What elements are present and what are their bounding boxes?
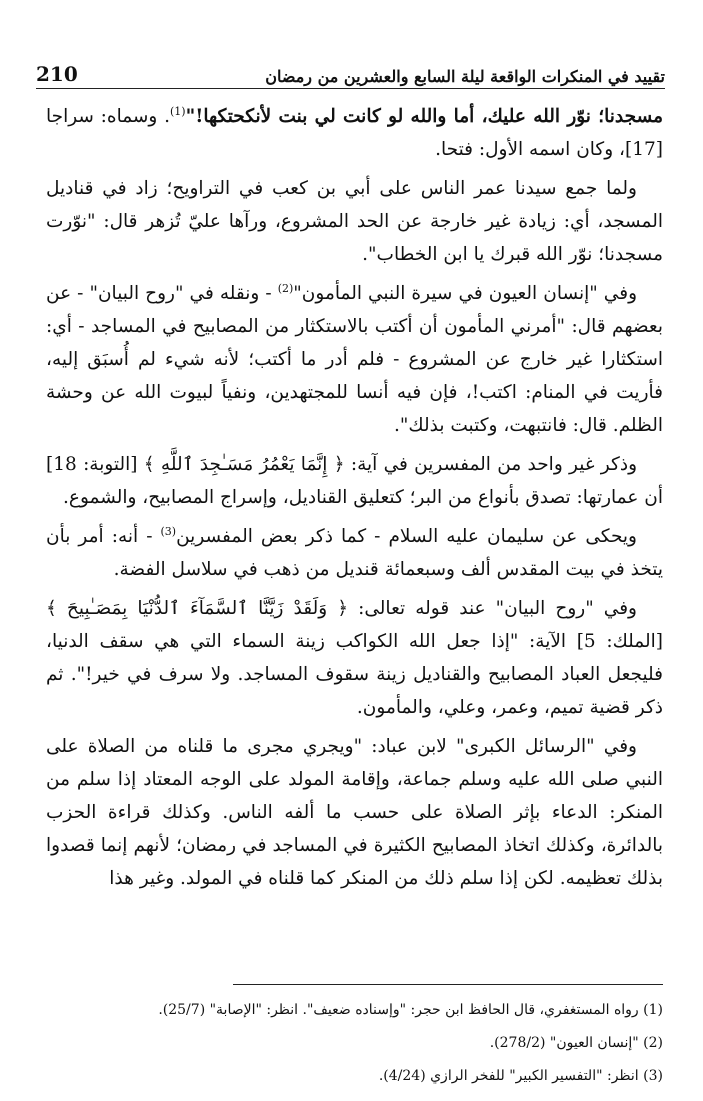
footnote-ref-2: (2) [277,281,294,295]
footnote-ref-3: (3) [160,524,177,538]
paragraph-5 [46,520,663,586]
paragraph-5-b: - أنه: أمر بأن يتخذ في بيت المقدس ألف وسبعمائة قنديل من ذهب في سلاسل الفضة. [46,526,663,580]
paragraph-3 [46,277,663,442]
paragraph-6-a: وفي "روح البيان" عند قوله تعالى: [348,598,637,619]
paragraph-4 [46,448,663,514]
paragraph-7: وفي "الرسائل الكبرى" لابن عباد: "ويجري مجرى ما قلناه من الصلاة على النبي صلى الله عليه وسلم جماعة، وإقامة المولد على الوجه المعتاد إذا سلم من المنكر: الدعاء بإثر الصلاة على حسب ما ألفه الناس. وكذلك قراءة الحزب بالدائرة، وكذلك اتخاذ المصابيح الكثيرة في المساجد في رمضان؛ لأنهم إنما قصدوا بذلك تعظيمه. لكن إذا سلم ذلك من المنكر كما قلناه في المولد. وغير هذا [46,736,663,889]
main-text [46,100,663,901]
paragraph-4-a: وذكر غير واحد من المفسرين في آية: [344,454,637,475]
paragraph-3-a: وفي "إنسان العيون في سيرة النبي المأمون" [293,283,638,304]
footnote-2: (2) "إنسان العيون" (278/2). [489,1035,663,1051]
paragraph-1 [46,100,663,166]
quran-verse-1: ﴿ إِنَّمَا يَعْمُرُ مَسَـٰجِدَ ٱللَّهِ ﴾ [143,454,345,475]
paragraph-5-a: ويحكى عن سليمان عليه السلام - كما ذكر بعض المفسرين [176,526,637,547]
footnote-3: (3) انظر: "التفسير الكبير" للفخر الرازي (4/24). [378,1068,663,1084]
footnote-ref-1: (1) [169,104,186,118]
header-divider [36,88,665,89]
paragraph-6-b: [الملك: 5] الآية: "إذا جعل الله الكواكب زينة السماء التي هي سقف الدنيا، فليجعل العباد المصابيح والقناديل زينة سقوف المساجد. ولا سرف في خير!". ثم ذكر قضية تميم، وعمر، وعلي، والمأمون. [46,631,663,718]
running-title: تقييد في المنكرات الواقعة ليلة السابع والعشرين من رمضان [265,67,665,86]
footnote-1: (1) رواه المستغفري، قال الحافظ ابن حجر: "وإسناده ضعيف". انظر: "الإصابة" (25/7). [158,1002,663,1018]
paragraph-4-b: [التوبة: 18] أن عمارتها: تصدق بأنواع من البر؛ كتعليق القناديل، وإسراج المصابيح، والشموع. [46,454,663,508]
paragraph-2: ولما جمع سيدنا عمر الناس على أبي بن كعب في التراويح؛ زاد في قناديل المسجد، أي: زيادة غير خارجة عن الحد المشروع، ورآها عليّ تُزهر قال: "نوّرت مسجدنا؛ نوّر الله قبرك يا ابن الخطاب". [46,178,663,265]
footnotes [46,994,663,1093]
page-number: 210 [36,62,78,86]
quran-verse-2: ﴿ وَلَقَدْ زَيَّنَّا ٱلسَّمَآءَ ٱلدُّنْيَا بِمَصَـٰبِيحَ ﴾ [46,598,349,619]
quote-bold: مسجدنا؛ نوّر الله عليك، أما والله لو كانت لي بنت لأنكحتكها!" [185,106,663,127]
page-header [36,58,665,86]
paragraph-3-b: - ونقله في "روح البيان" - عن بعضهم قال: "أمرني المأمون أن أكتب بالاستكثار من المصابيح في المساجد - أي: استكثارا غير خارج عن المشروع - فلم أدر ما أكتب؛ لأنه شيء لم أُسبَق إليه، فأريت في المنام: اكتب!، فإن فيه أنسا للمجتهدين، ونفياً لبيوت الله عن وحشة الظلم. قال: فانتبهت، وكتبت بذلك". [46,283,663,436]
paragraph-6 [46,592,663,724]
footnote-divider [233,984,663,985]
paragraph-1-rest: . وسماه: سراجا [17]، وكان اسمه الأول: فتحا. [46,106,663,160]
